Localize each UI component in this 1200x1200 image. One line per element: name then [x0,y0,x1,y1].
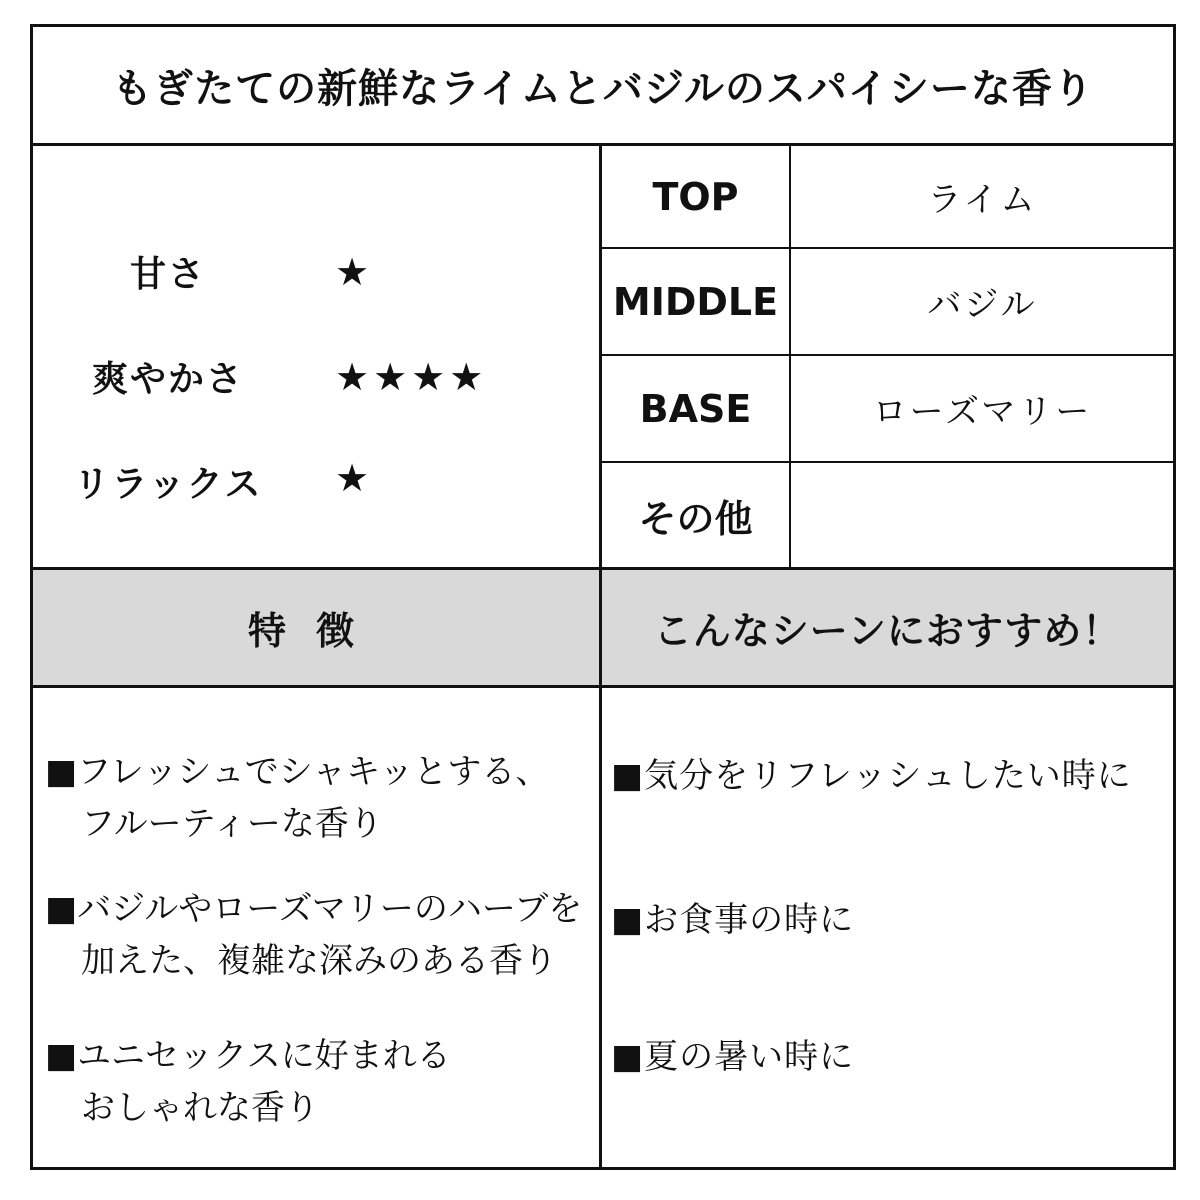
note-value: ローズマリー [872,392,1093,432]
rating-stars: ★★★★ [335,355,488,399]
note-key: TOP [652,174,739,219]
note-value: ライム [927,180,1038,220]
note-key: BASE [639,386,752,431]
list-item [45,883,599,987]
rating-row-sweetness [33,246,599,306]
divider [599,688,602,1167]
divider [789,356,791,461]
rating-label: 爽やかさ [91,359,244,400]
note-key: その他 [638,496,753,541]
rating-row-relax [33,456,599,516]
feature-text: フルーティーな香り [81,804,383,844]
rating-stars: ★ [335,250,374,294]
rating-stars: ★ [335,456,374,500]
feature-text: おしゃれな香り [81,1088,319,1128]
note-row-base [602,356,1173,461]
features-heading: 特徴 [247,609,384,653]
note-row-top [602,146,1173,247]
list-item [45,1030,599,1134]
note-key: MIDDLE [612,279,779,324]
list-item: ■夏の暑い時に [611,1037,855,1077]
feature-text: ■ユニセックスに好まれる [45,1036,451,1076]
fragrance-notes-table [602,146,1173,567]
divider [789,249,791,354]
scenes-heading: こんなシーンにおすすめ！ [653,609,1122,653]
product-info-table [30,24,1176,1170]
list-item: ■気分をリフレッシュしたい時に [611,756,1132,796]
feature-text: ■バジルやローズマリーのハーブを [45,889,583,929]
rating-row-freshness [33,351,599,411]
note-value: バジル [927,285,1038,325]
page-title: もぎたての新鮮なライムとバジルのスパイシーな香り [33,27,1173,146]
note-value [792,463,1173,567]
feature-text: ■フレッシュでシャキッとする、 [45,752,550,792]
section-heading-row [33,570,1173,685]
note-row-other [602,463,1173,567]
feature-text: 加えた、複雑な深みのある香り [81,941,557,981]
divider [33,685,1173,688]
divider [599,570,602,685]
rating-panel [33,146,599,567]
note-row-middle [602,249,1173,354]
rating-label: リラックス [73,464,263,505]
list-item [45,746,599,850]
divider [789,463,791,567]
list-item: ■お食事の時に [611,900,855,940]
divider [789,146,791,247]
rating-label: 甘さ [129,254,206,295]
